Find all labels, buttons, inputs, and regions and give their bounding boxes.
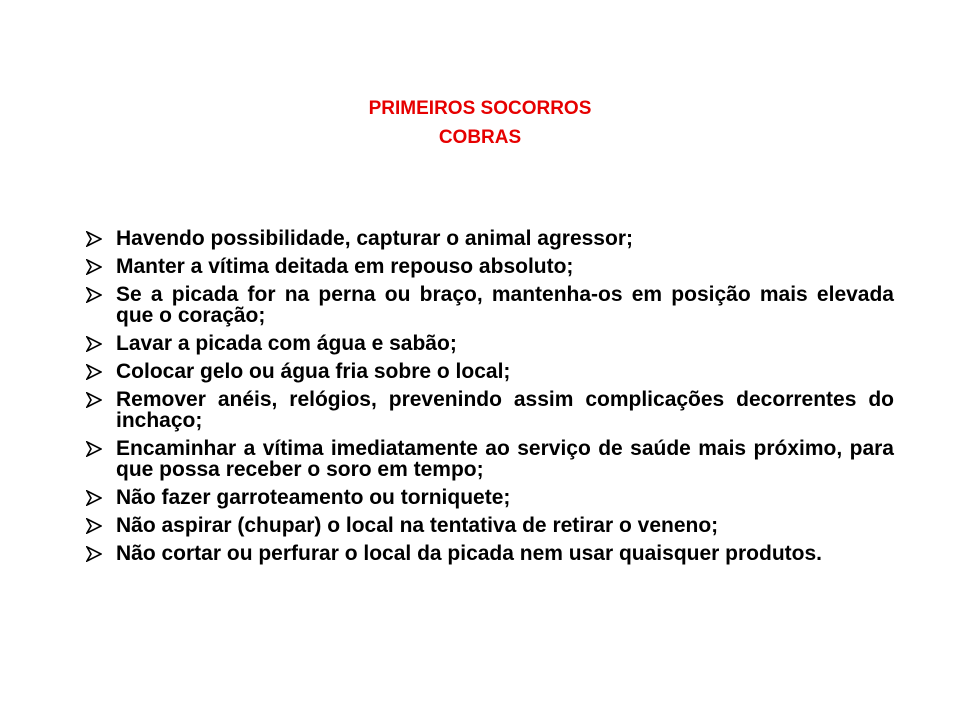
list-item: [86, 543, 894, 564]
list-item-text: Remover anéis, relógios, prevenindo assim complicações decorrentes do inchaço;: [116, 388, 894, 432]
arrowhead-bullet-icon: [86, 490, 102, 506]
arrowhead-bullet-icon: [86, 546, 102, 562]
arrowhead-bullet-icon: [86, 231, 102, 247]
list-item: [86, 284, 894, 326]
list-item-text: Encaminhar a vítima imediatamente ao serviço de saúde mais próximo, para que possa receber o soro em tempo;: [116, 437, 894, 481]
arrowhead-bullet-icon: [86, 287, 102, 303]
arrowhead-bullet-icon: [86, 336, 102, 352]
arrowhead-bullet-icon: [86, 259, 102, 275]
list-item: [86, 515, 894, 536]
list-item-text: Se a picada for na perna ou braço, mantenha-os em posição mais elevada que o coração;: [116, 283, 894, 327]
arrowhead-bullet-icon: [86, 392, 102, 408]
list-item: [86, 228, 894, 249]
arrowhead-bullet-icon: [86, 364, 102, 380]
list-item: [86, 256, 894, 277]
title-line-1: PRIMEIROS SOCORROS: [368, 98, 592, 119]
list-item-text: Havendo possibilidade, capturar o animal agressor;: [116, 227, 633, 250]
list-item-text: Manter a vítima deitada em repouso absoluto;: [116, 255, 574, 278]
arrowhead-bullet-icon: [86, 518, 102, 534]
list-item-text: Lavar a picada com água e sabão;: [116, 332, 457, 355]
list-item-text: Não cortar ou perfurar o local da picada nem usar quaisquer produtos.: [116, 542, 822, 565]
first-aid-list: [86, 228, 894, 571]
list-item-text: Não fazer garroteamento ou torniquete;: [116, 486, 511, 509]
title-line-2: COBRAS: [438, 127, 522, 148]
list-item: [86, 361, 894, 382]
list-item-text: Colocar gelo ou água fria sobre o local;: [116, 360, 511, 383]
list-item: [86, 333, 894, 354]
list-item-text: Não aspirar (chupar) o local na tentativa de retirar o veneno;: [116, 514, 719, 537]
arrowhead-bullet-icon: [86, 441, 102, 457]
list-item: [86, 389, 894, 431]
list-item: [86, 487, 894, 508]
list-item: [86, 438, 894, 480]
slide-title: [0, 94, 960, 152]
